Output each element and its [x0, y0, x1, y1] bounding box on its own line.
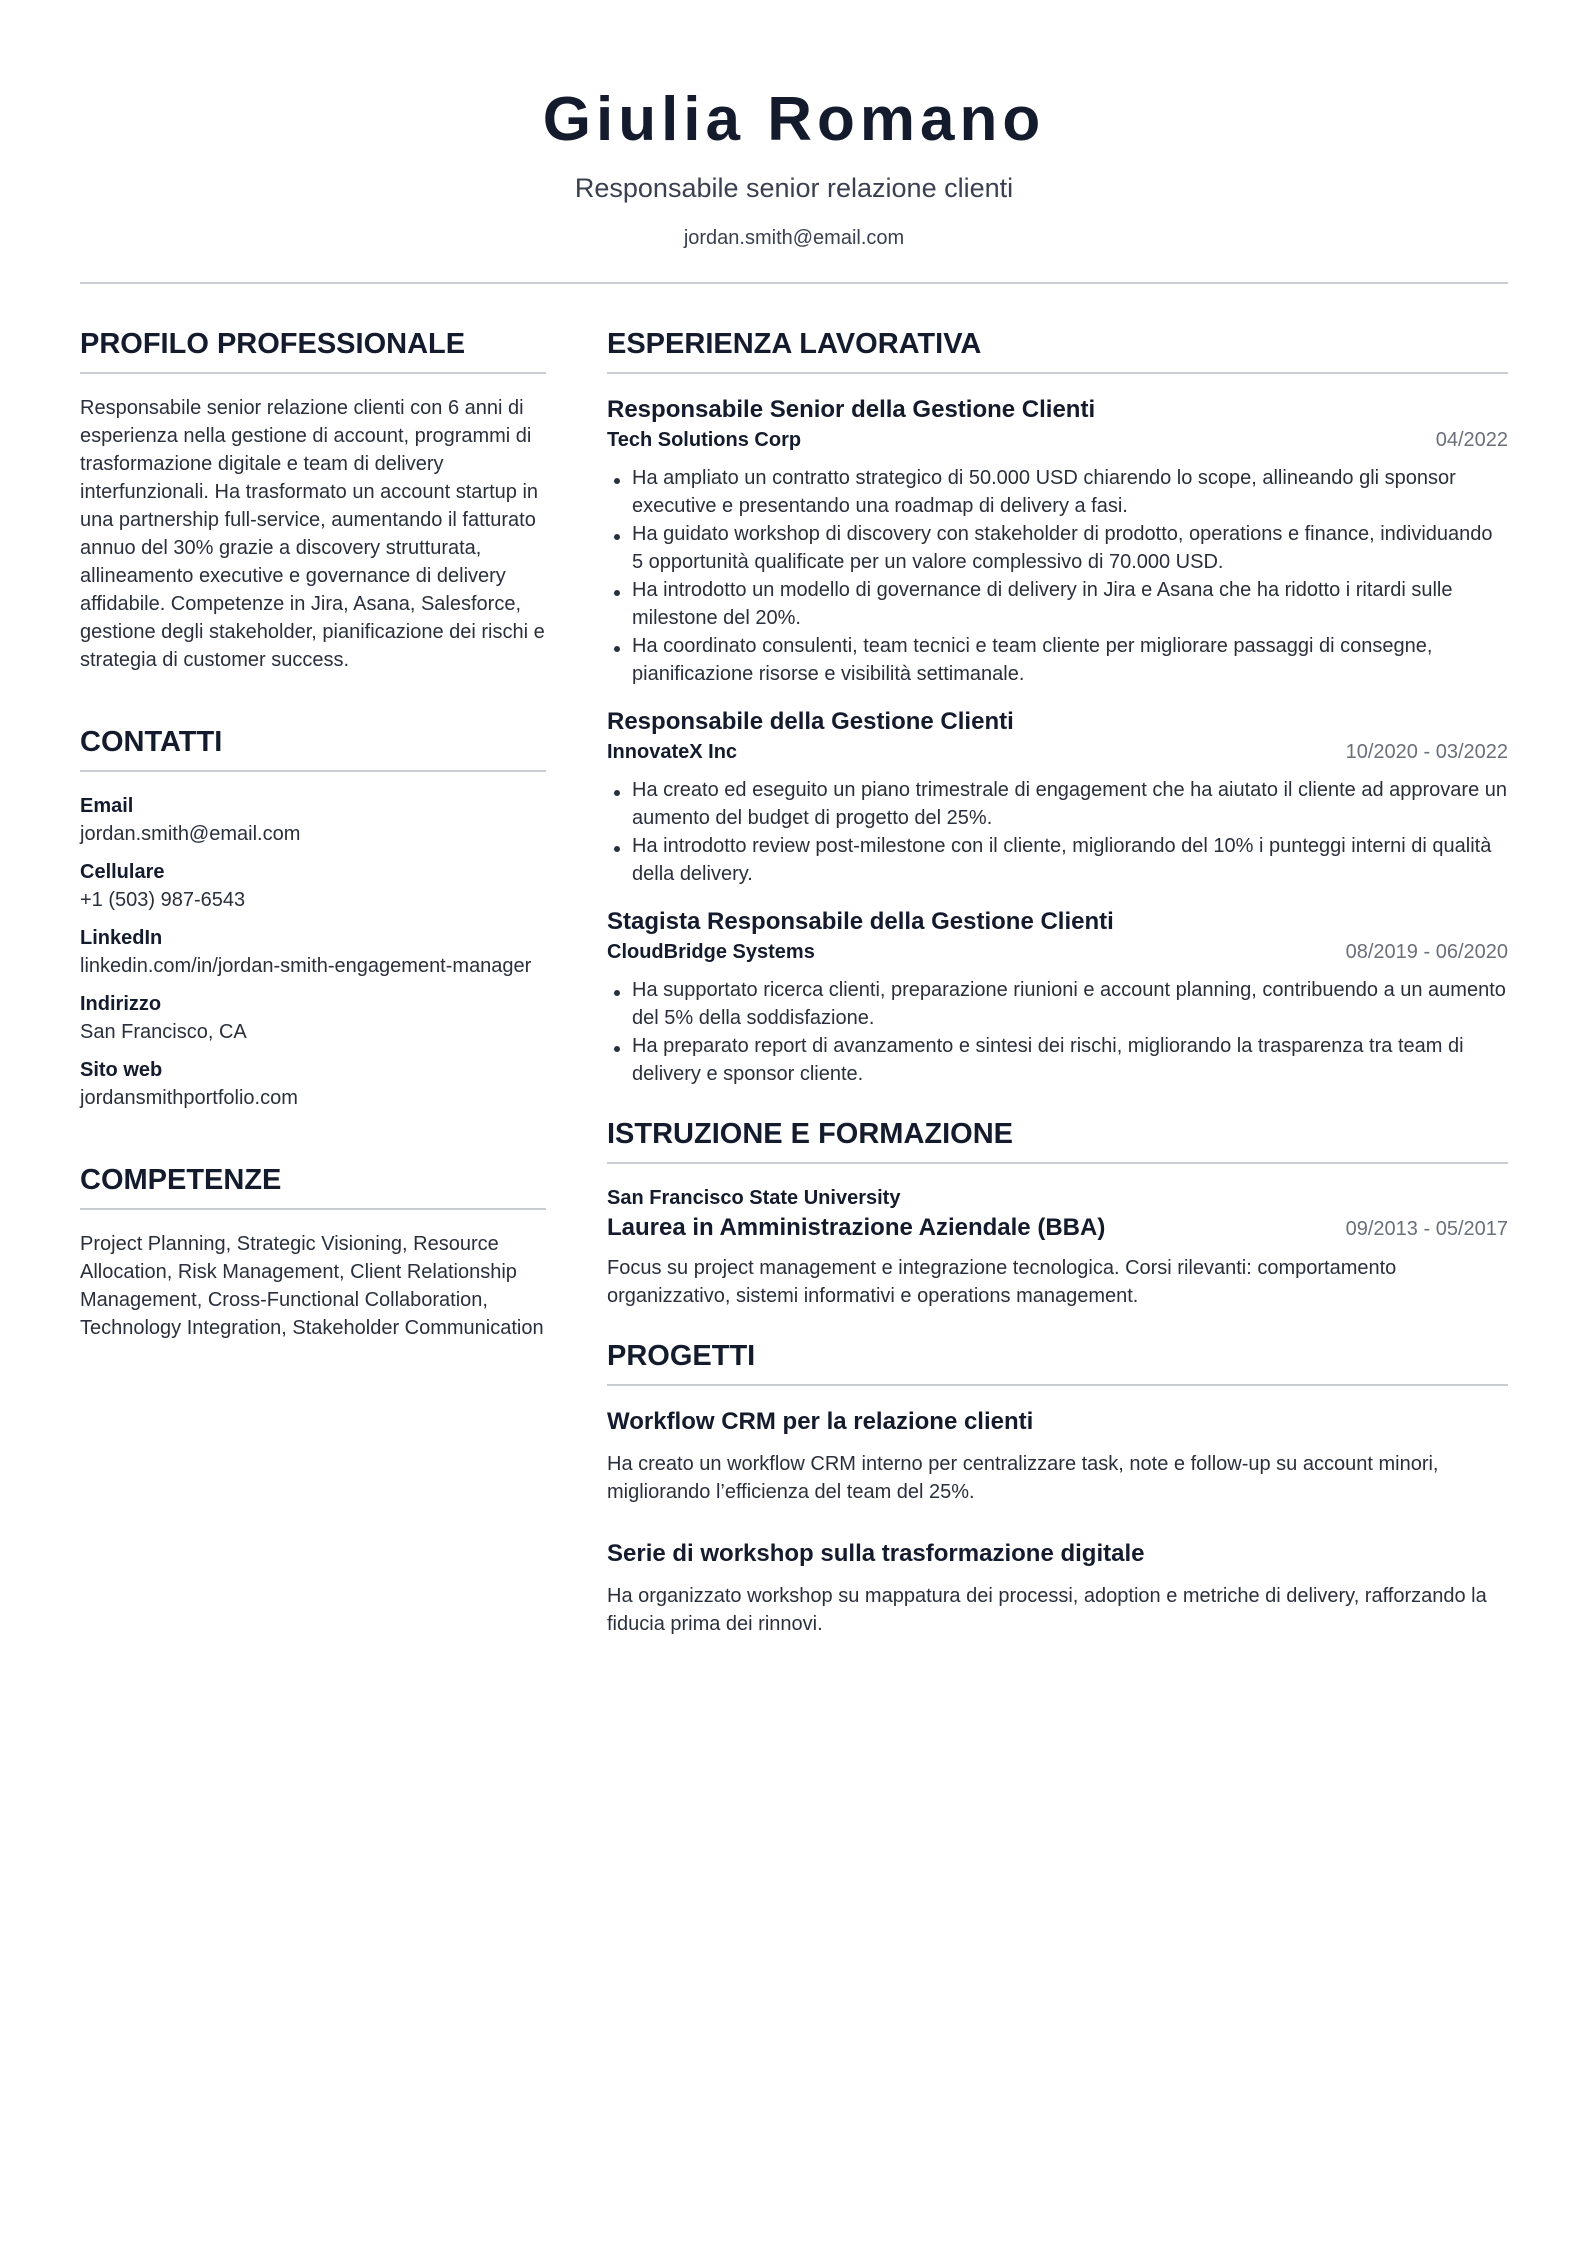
contact-value: +1 (503) 987-6543 [80, 889, 246, 911]
contact-value: linkedin.com/in/jordan-smith-engagement-manager [80, 955, 532, 977]
job-bullet: Ha guidato workshop di discovery con stakeholder di prodotto, operations e finance, individuando 5 opportunità qualificate per un valore complessivo di 70.000 USD. [607, 520, 1508, 576]
job-meta [607, 426, 1508, 454]
job-dates: 08/2019 - 06/2020 [1345, 941, 1508, 963]
profile-text: Responsabile senior relazione clienti con 6 anni di esperienza nella gestione di account, programmi di trasformazione digitale e team di delivery interfunzionali. Ha trasformato un account startup in una partnership full-service, aumentando il fatturato annuo del 30% grazie a discovery strutturata, allineamento executive e governance di delivery affidabile. Competenze in Jira, Asana, Salesforce, gestione degli stakeholder, pianificazione dei rischi e strategia di customer success. [80, 397, 545, 671]
contact-label: Email [80, 795, 134, 817]
contact-value: jordan.smith@email.com [80, 823, 301, 845]
contact-label: Cellulare [80, 861, 165, 883]
contact-item-linkedin [80, 924, 546, 980]
job-company: InnovateX Inc [607, 741, 738, 763]
job-role: Stagista Responsabile della Gestione Clienti [607, 908, 1114, 935]
job-bullet: Ha introdotto un modello di governance di delivery in Jira e Asana che ha ridotto i ritardi sulle milestone del 20%. [607, 576, 1508, 632]
project-entry [607, 1406, 1508, 1506]
job-meta [607, 738, 1508, 766]
skills-section [80, 1162, 546, 1342]
education-section [607, 1116, 1508, 1310]
profile-heading: PROFILO PROFESSIONALE [80, 326, 546, 374]
project-text: Ha organizzato workshop su mappatura dei processi, adoption e metriche di delivery, rafforzando la fiducia prima dei rinnovi. [607, 1585, 1487, 1635]
job-dates: 10/2020 - 03/2022 [1345, 741, 1508, 763]
job-bullets [607, 976, 1508, 1088]
job-role: Responsabile della Gestione Clienti [607, 708, 1014, 735]
job-role: Responsabile Senior della Gestione Clienti [607, 396, 1096, 423]
projects-section [607, 1338, 1508, 1638]
job-dates: 04/2022 [1435, 429, 1508, 451]
contact-item-email [80, 792, 546, 848]
education-heading: ISTRUZIONE E FORMAZIONE [607, 1116, 1508, 1164]
job-company: Tech Solutions Corp [607, 429, 802, 451]
resume-header [80, 80, 1508, 252]
job-bullet: Ha preparato report di avanzamento e sintesi dei rischi, migliorando la trasparenza tra team di delivery e sponsor cliente. [607, 1032, 1508, 1088]
experience-section [607, 326, 1508, 1088]
project-text: Ha creato un workflow CRM interno per centralizzare task, note e follow-up su account minori, migliorando l’efficienza del team del 25%. [607, 1453, 1439, 1503]
project-entry [607, 1538, 1508, 1638]
experience-heading: ESPERIENZA LAVORATIVA [607, 326, 1508, 374]
skills-text: Project Planning, Strategic Visioning, Resource Allocation, Risk Management, Client Relationship Management, Cross-Functional Collaboration, Technology Integration, Stakeholder Communication [80, 1233, 544, 1339]
job-bullets [607, 776, 1508, 888]
project-title: Serie di workshop sulla trasformazione digitale [607, 1540, 1145, 1567]
job-bullet: Ha coordinato consulenti, team tecnici e team cliente per migliorare passaggi di consegne, pianificazione risorse e visibilità settimanale. [607, 632, 1508, 688]
contact-label: Indirizzo [80, 993, 162, 1015]
header-email: jordan.smith@email.com [683, 227, 905, 249]
contact-item-website [80, 1056, 546, 1112]
header-divider [80, 282, 1508, 284]
education-degree: Laurea in Amministrazione Aziendale (BBA) [607, 1214, 1106, 1241]
job-bullets [607, 464, 1508, 688]
job-entry [607, 906, 1508, 1088]
job-bullet: Ha ampliato un contratto strategico di 50.000 USD chiarendo lo scope, allineando gli sponsor executive e presentando una roadmap di delivery a fasi. [607, 464, 1508, 520]
candidate-title: Responsabile senior relazione clienti [574, 173, 1014, 203]
contact-value: San Francisco, CA [80, 1021, 247, 1043]
candidate-name: Giulia Romano [542, 85, 1046, 154]
contact-label: Sito web [80, 1059, 163, 1081]
skills-heading: COMPETENZE [80, 1162, 546, 1210]
project-title: Workflow CRM per la relazione clienti [607, 1408, 1034, 1435]
contacts-heading: CONTATTI [80, 724, 546, 772]
right-column [607, 326, 1508, 1670]
job-entry [607, 706, 1508, 888]
job-company: CloudBridge Systems [607, 941, 815, 963]
contact-label: LinkedIn [80, 927, 163, 949]
education-row [607, 1212, 1508, 1244]
projects-heading: PROGETTI [607, 1338, 1508, 1386]
contact-value: jordansmithportfolio.com [80, 1087, 298, 1109]
contact-item-phone [80, 858, 546, 914]
education-school: San Francisco State University [607, 1187, 901, 1209]
contact-item-address [80, 990, 546, 1046]
job-bullet: Ha introdotto review post-milestone con il cliente, migliorando del 10% i punteggi interni di qualità della delivery. [607, 832, 1508, 888]
contacts-section [80, 724, 546, 1112]
job-bullet: Ha creato ed eseguito un piano trimestrale di engagement che ha aiutato il cliente ad approvare un aumento del budget di progetto del 25%. [607, 776, 1508, 832]
profile-section [80, 326, 546, 674]
education-text: Focus su project management e integrazione tecnologica. Corsi rilevanti: comportamento organizzativo, sistemi informativi e operations management. [607, 1257, 1397, 1307]
job-meta [607, 938, 1508, 966]
job-entry [607, 394, 1508, 688]
left-column [80, 326, 546, 1392]
job-bullet: Ha supportato ricerca clienti, preparazione riunioni e account planning, contribuendo a un aumento del 5% della soddisfazione. [607, 976, 1508, 1032]
education-dates: 09/2013 - 05/2017 [1345, 1218, 1508, 1240]
